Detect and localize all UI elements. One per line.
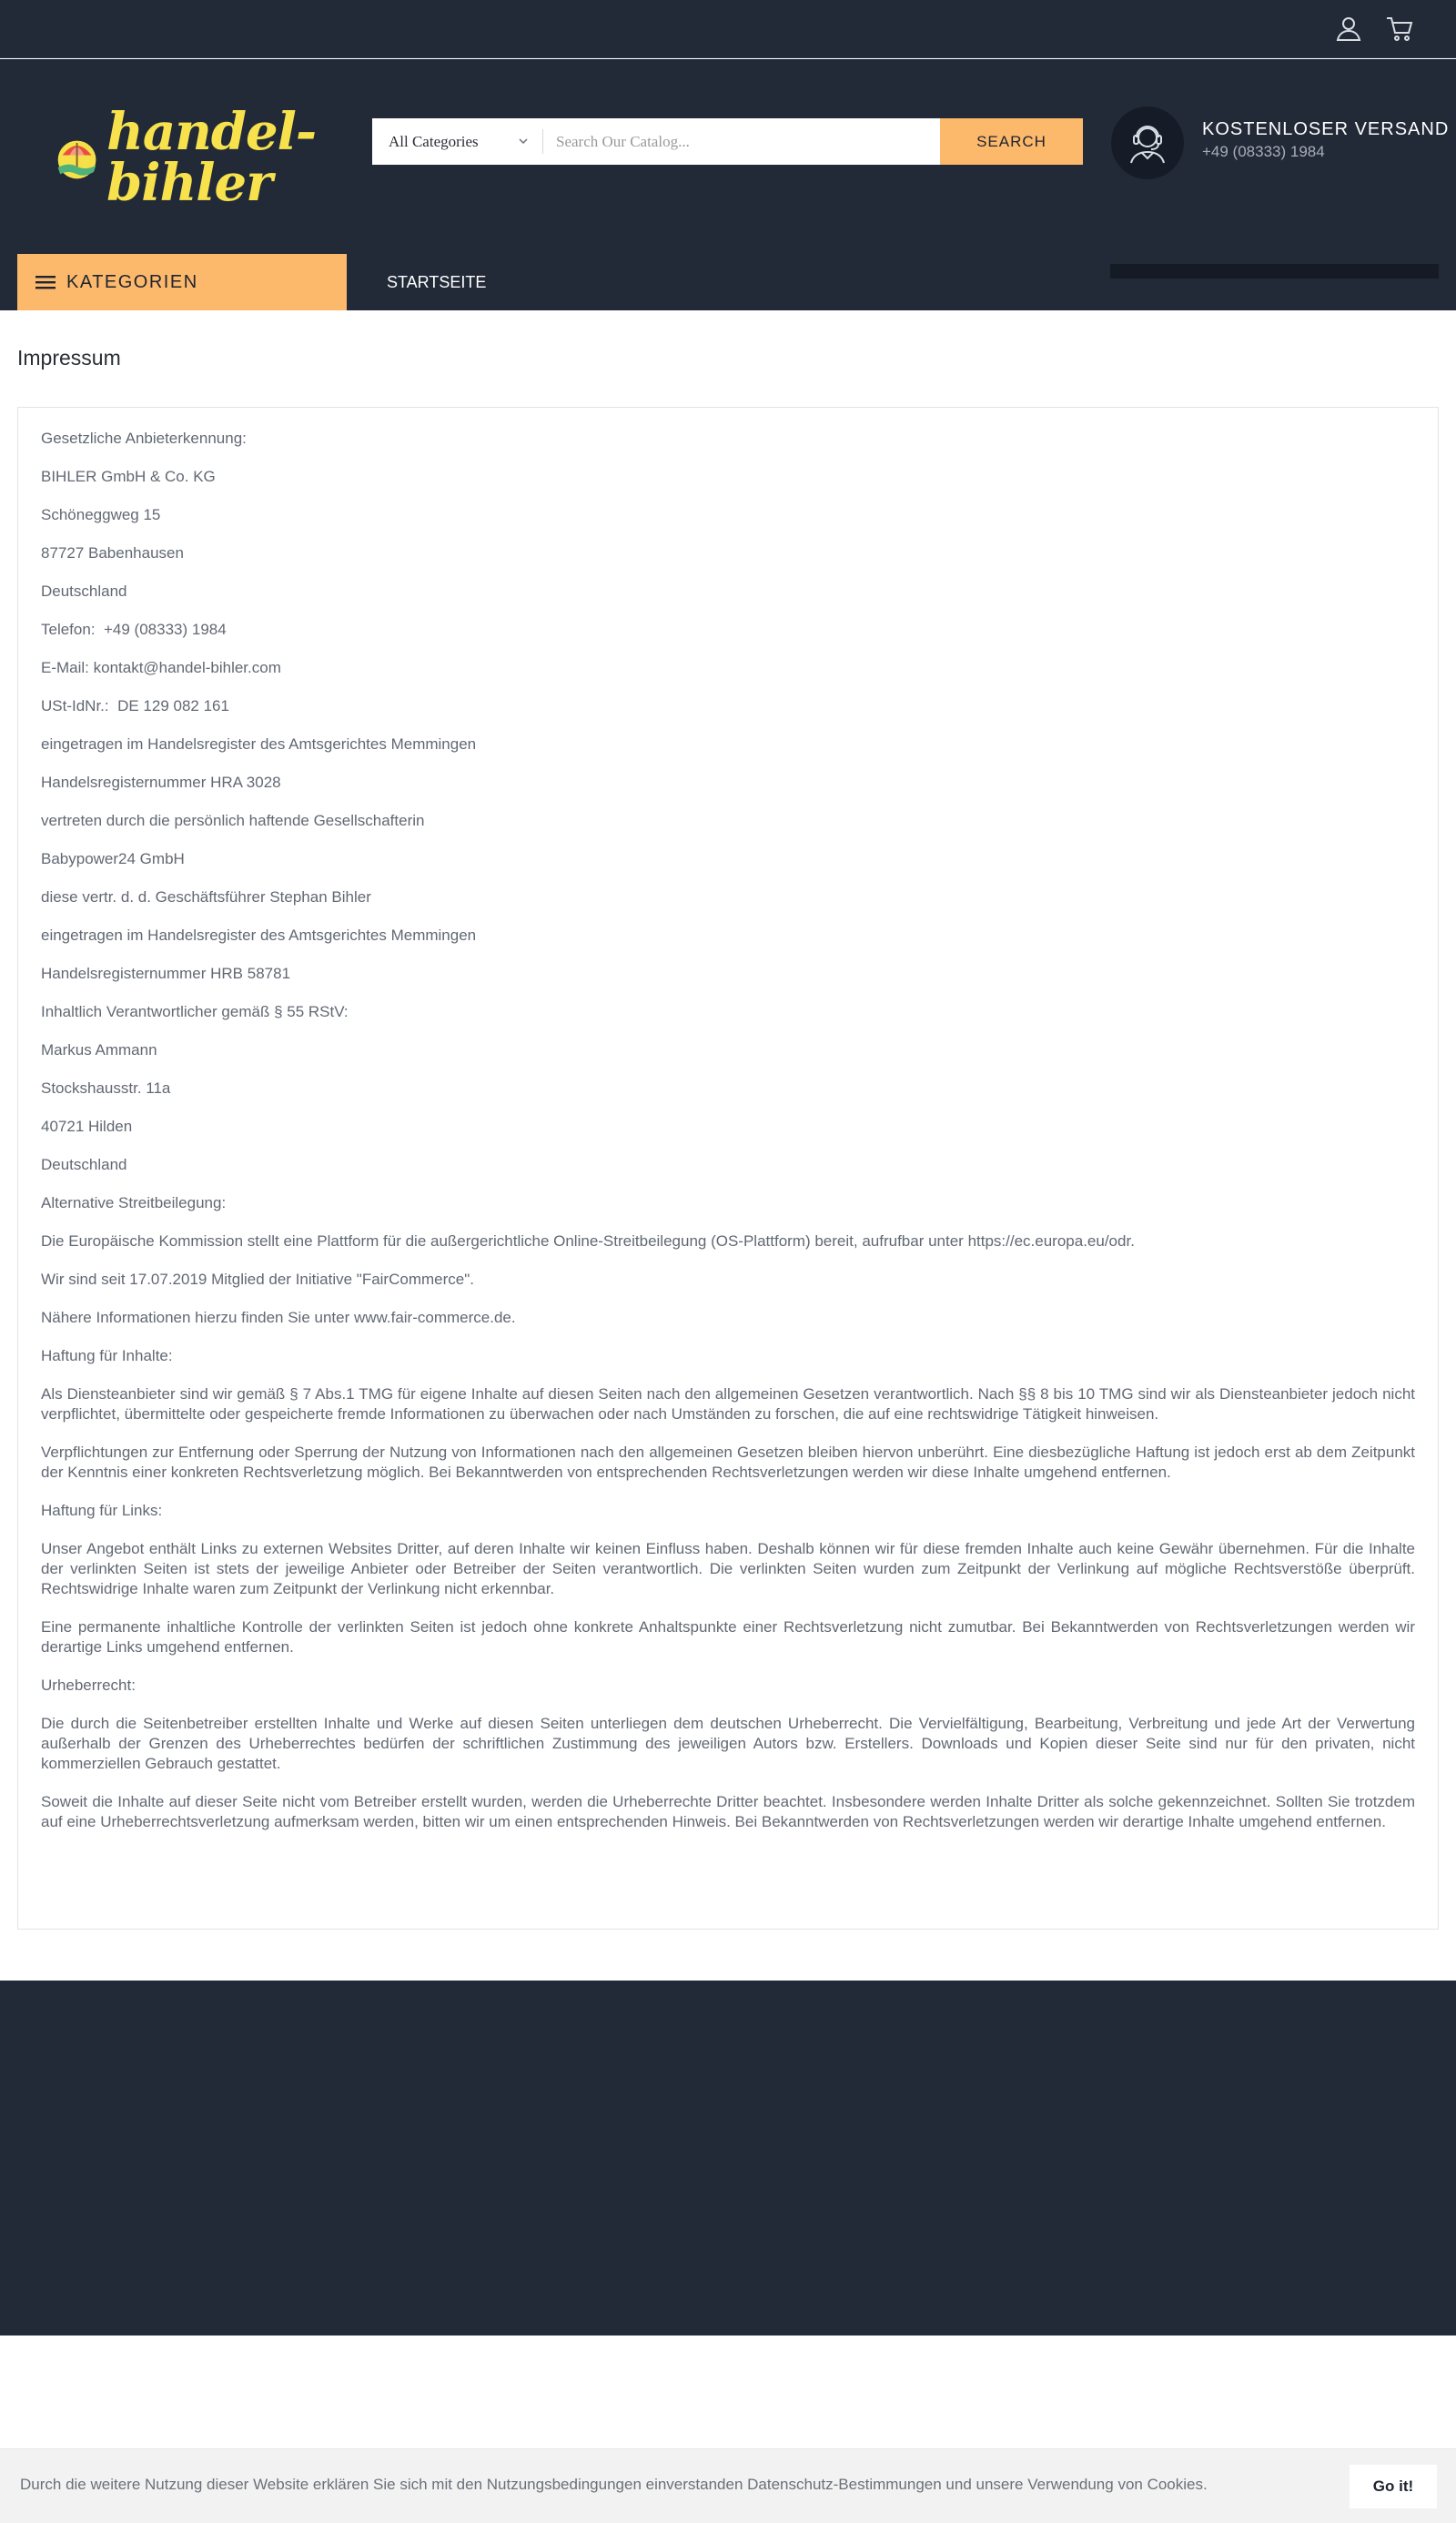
- paragraph: vertreten durch die persönlich haftende Gesellschafterin: [41, 812, 425, 829]
- search-button[interactable]: SEARCH: [940, 118, 1083, 165]
- main-nav: [0, 253, 1456, 310]
- impressum-content: [17, 407, 1439, 1930]
- headset-support-icon: [1124, 119, 1171, 167]
- paragraph: Deutschland: [41, 1156, 127, 1173]
- paragraph: Schöneggweg 15: [41, 506, 161, 523]
- hamburger-icon: [35, 274, 56, 290]
- paragraph: Wir sind seit 17.07.2019 Mitglied der Initiative "FairCommerce".: [41, 1271, 474, 1288]
- page-title: Impressum: [17, 346, 121, 370]
- free-shipping-title: KOSTENLOSER VERSAND: [1202, 119, 1450, 139]
- paragraph: Nähere Informationen hierzu finden Sie unter www.fair-commerce.de.: [41, 1309, 516, 1326]
- cookie-accept-button[interactable]: Go it!: [1350, 2465, 1437, 2508]
- top-bar: [0, 0, 1456, 58]
- paragraph: Verpflichtungen zur Entfernung oder Sperrung der Nutzung von Informationen nach den allgemeinen Gesetzen bleiben hiervon unberührt. Eine diesbezügliche Haftung ist jedoch erst ab dem Zeitpunkt der Kenntnis einer konkreten Rechtsverletzung möglich. Bei Bekanntwerden von entsprechenden Rechtsverletzungen werden wir diese Inhalte umgehend entfernen.: [41, 1444, 1415, 1481]
- paragraph: Handelsregisternummer HRA 3028: [41, 774, 281, 791]
- nav-strip: [1110, 264, 1439, 279]
- paragraph: Haftung für Links:: [41, 1502, 163, 1519]
- paragraph: USt-IdNr.: DE 129 082 161: [41, 697, 229, 714]
- paragraph: 87727 Babenhausen: [41, 544, 184, 562]
- paragraph: Die durch die Seitenbetreiber erstellten Inhalte und Werke auf diesen Seiten unterliegen dem deutschen Urheberrecht. Die Vervielfältigung, Bearbeitung, Verbreitung und jede Art der Verwertung außerhalb der Grenzen des Urheberrechtes bedürfen der schriftlichen Zustimmung des jeweiligen Autors bzw. Erstellers. Downloads und Kopien dieser Seite sind nur für den privaten, nicht kommerziellen Gebrauch gestattet.: [41, 1715, 1415, 1772]
- cart-icon[interactable]: [1384, 13, 1415, 44]
- site-logo[interactable]: [55, 102, 337, 213]
- search-bar: [372, 118, 1083, 165]
- support-phone: +49 (08333) 1984: [1202, 143, 1325, 160]
- nav-item-startseite[interactable]: STARTSEITE: [387, 272, 487, 291]
- category-select[interactable]: [372, 118, 543, 165]
- cookie-text: Durch die weitere Nutzung dieser Website erklären Sie sich mit den Nutzungsbedingungen einverstanden Datenschutz-Bestimmungen und unsere Verwendung von Cookies.: [20, 2476, 1208, 2493]
- paragraph: Alternative Streitbeilegung:: [41, 1194, 227, 1211]
- paragraph: Eine permanente inhaltliche Kontrolle der verlinkten Seiten ist jedoch ohne konkrete Anhaltspunkte einer Rechtsverletzung nicht zumutbar. Bei Bekanntwerden von Rechtsverletzungen werden wir derartige Links umgehend entfernen.: [41, 1618, 1415, 1656]
- categories-menu-button[interactable]: [17, 254, 347, 310]
- category-select-value: All Categories: [389, 132, 479, 150]
- chevron-down-icon: [518, 137, 529, 146]
- paragraph: Urheberrecht:: [41, 1677, 136, 1694]
- paragraph: Handelsregisternummer HRB 58781: [41, 965, 291, 982]
- paragraph: Markus Ammann: [41, 1041, 157, 1059]
- paragraph: Babypower24 GmbH: [41, 850, 185, 867]
- paragraph: 40721 Hilden: [41, 1118, 133, 1135]
- paragraph: eingetragen im Handelsregister des Amtsgerichtes Memmingen: [41, 927, 477, 944]
- paragraph: Deutschland: [41, 583, 127, 600]
- paragraph: E-Mail: kontakt@handel-bihler.com: [41, 659, 281, 676]
- paragraph: diese vertr. d. d. Geschäftsführer Stephan Bihler: [41, 888, 371, 906]
- paragraph: Haftung für Inhalte:: [41, 1347, 173, 1364]
- paragraph: Als Diensteanbieter sind wir gemäß § 7 Abs.1 TMG für eigene Inhalte auf diesen Seiten nach den allgemeinen Gesetzen verantwortlich. Nach §§ 8 bis 10 TMG sind wir als Diensteanbieter jedoch nicht verpflichtet, übermittelte oder gespeicherte fremde Informationen zu überwachen oder nach Umständen zu forschen, die auf eine rechtswidrige Tätigkeit hinweisen.: [41, 1385, 1415, 1423]
- paragraph: Inhaltlich Verantwortlicher gemäß § 55 RStV:: [41, 1003, 349, 1020]
- paragraph: Die Europäische Kommission stellt eine Plattform für die außergerichtliche Online-Streitbeilegung (OS-Plattform) bereit, aufrufbar unter https://ec.europa.eu/odr.: [41, 1232, 1135, 1250]
- search-input[interactable]: [543, 118, 940, 165]
- cookie-banner: [0, 2448, 1456, 2523]
- user-icon[interactable]: [1333, 13, 1364, 44]
- paragraph: Unser Angebot enthält Links zu externen Websites Dritter, auf deren Inhalte wir keinen Einfluss haben. Deshalb können wir für diese fremden Inhalte auch keine Gewähr übernehmen. Für die Inhalte der verlinkten Seiten ist stets der jeweilige Anbieter oder Betreiber der Seiten verantwortlich. Die verlinkten Seiten wurden zum Zeitpunkt der Verlinkung auf mögliche Rechtsverstöße überprüft. Rechtswidrige Inhalte waren zum Zeitpunkt der Verlinkung nicht erkennbar.: [41, 1540, 1415, 1597]
- site-footer: [0, 1981, 1456, 2336]
- logo-text: handel-bihler: [106, 102, 317, 213]
- categories-label: KATEGORIEN: [66, 271, 198, 292]
- paragraph: Stockshausstr. 11a: [41, 1079, 171, 1097]
- paragraph: Soweit die Inhalte auf dieser Seite nicht vom Betreiber erstellt wurden, werden die Urheberrechte Dritter beachtet. Insbesondere werden Inhalte Dritter als solche gekennzeichnet. Sollten Sie trotzdem auf eine Urheberrechtsverletzung aufmerksam werden, bitten wir um einen entsprechenden Hinweis. Bei Bekanntwerden von Rechtsverletzungen werden wir derartige Inhalte umgehend entfernen.: [41, 1793, 1415, 1830]
- site-header: [0, 59, 1456, 255]
- paragraph: eingetragen im Handelsregister des Amtsgerichtes Memmingen: [41, 735, 477, 753]
- paragraph: BIHLER GmbH & Co. KG: [41, 468, 216, 485]
- paragraph: Telefon: +49 (08333) 1984: [41, 621, 227, 638]
- support-avatar: [1111, 106, 1184, 179]
- logo-umbrella-icon: [55, 121, 99, 194]
- paragraph: Gesetzliche Anbieterkennung:: [41, 430, 247, 447]
